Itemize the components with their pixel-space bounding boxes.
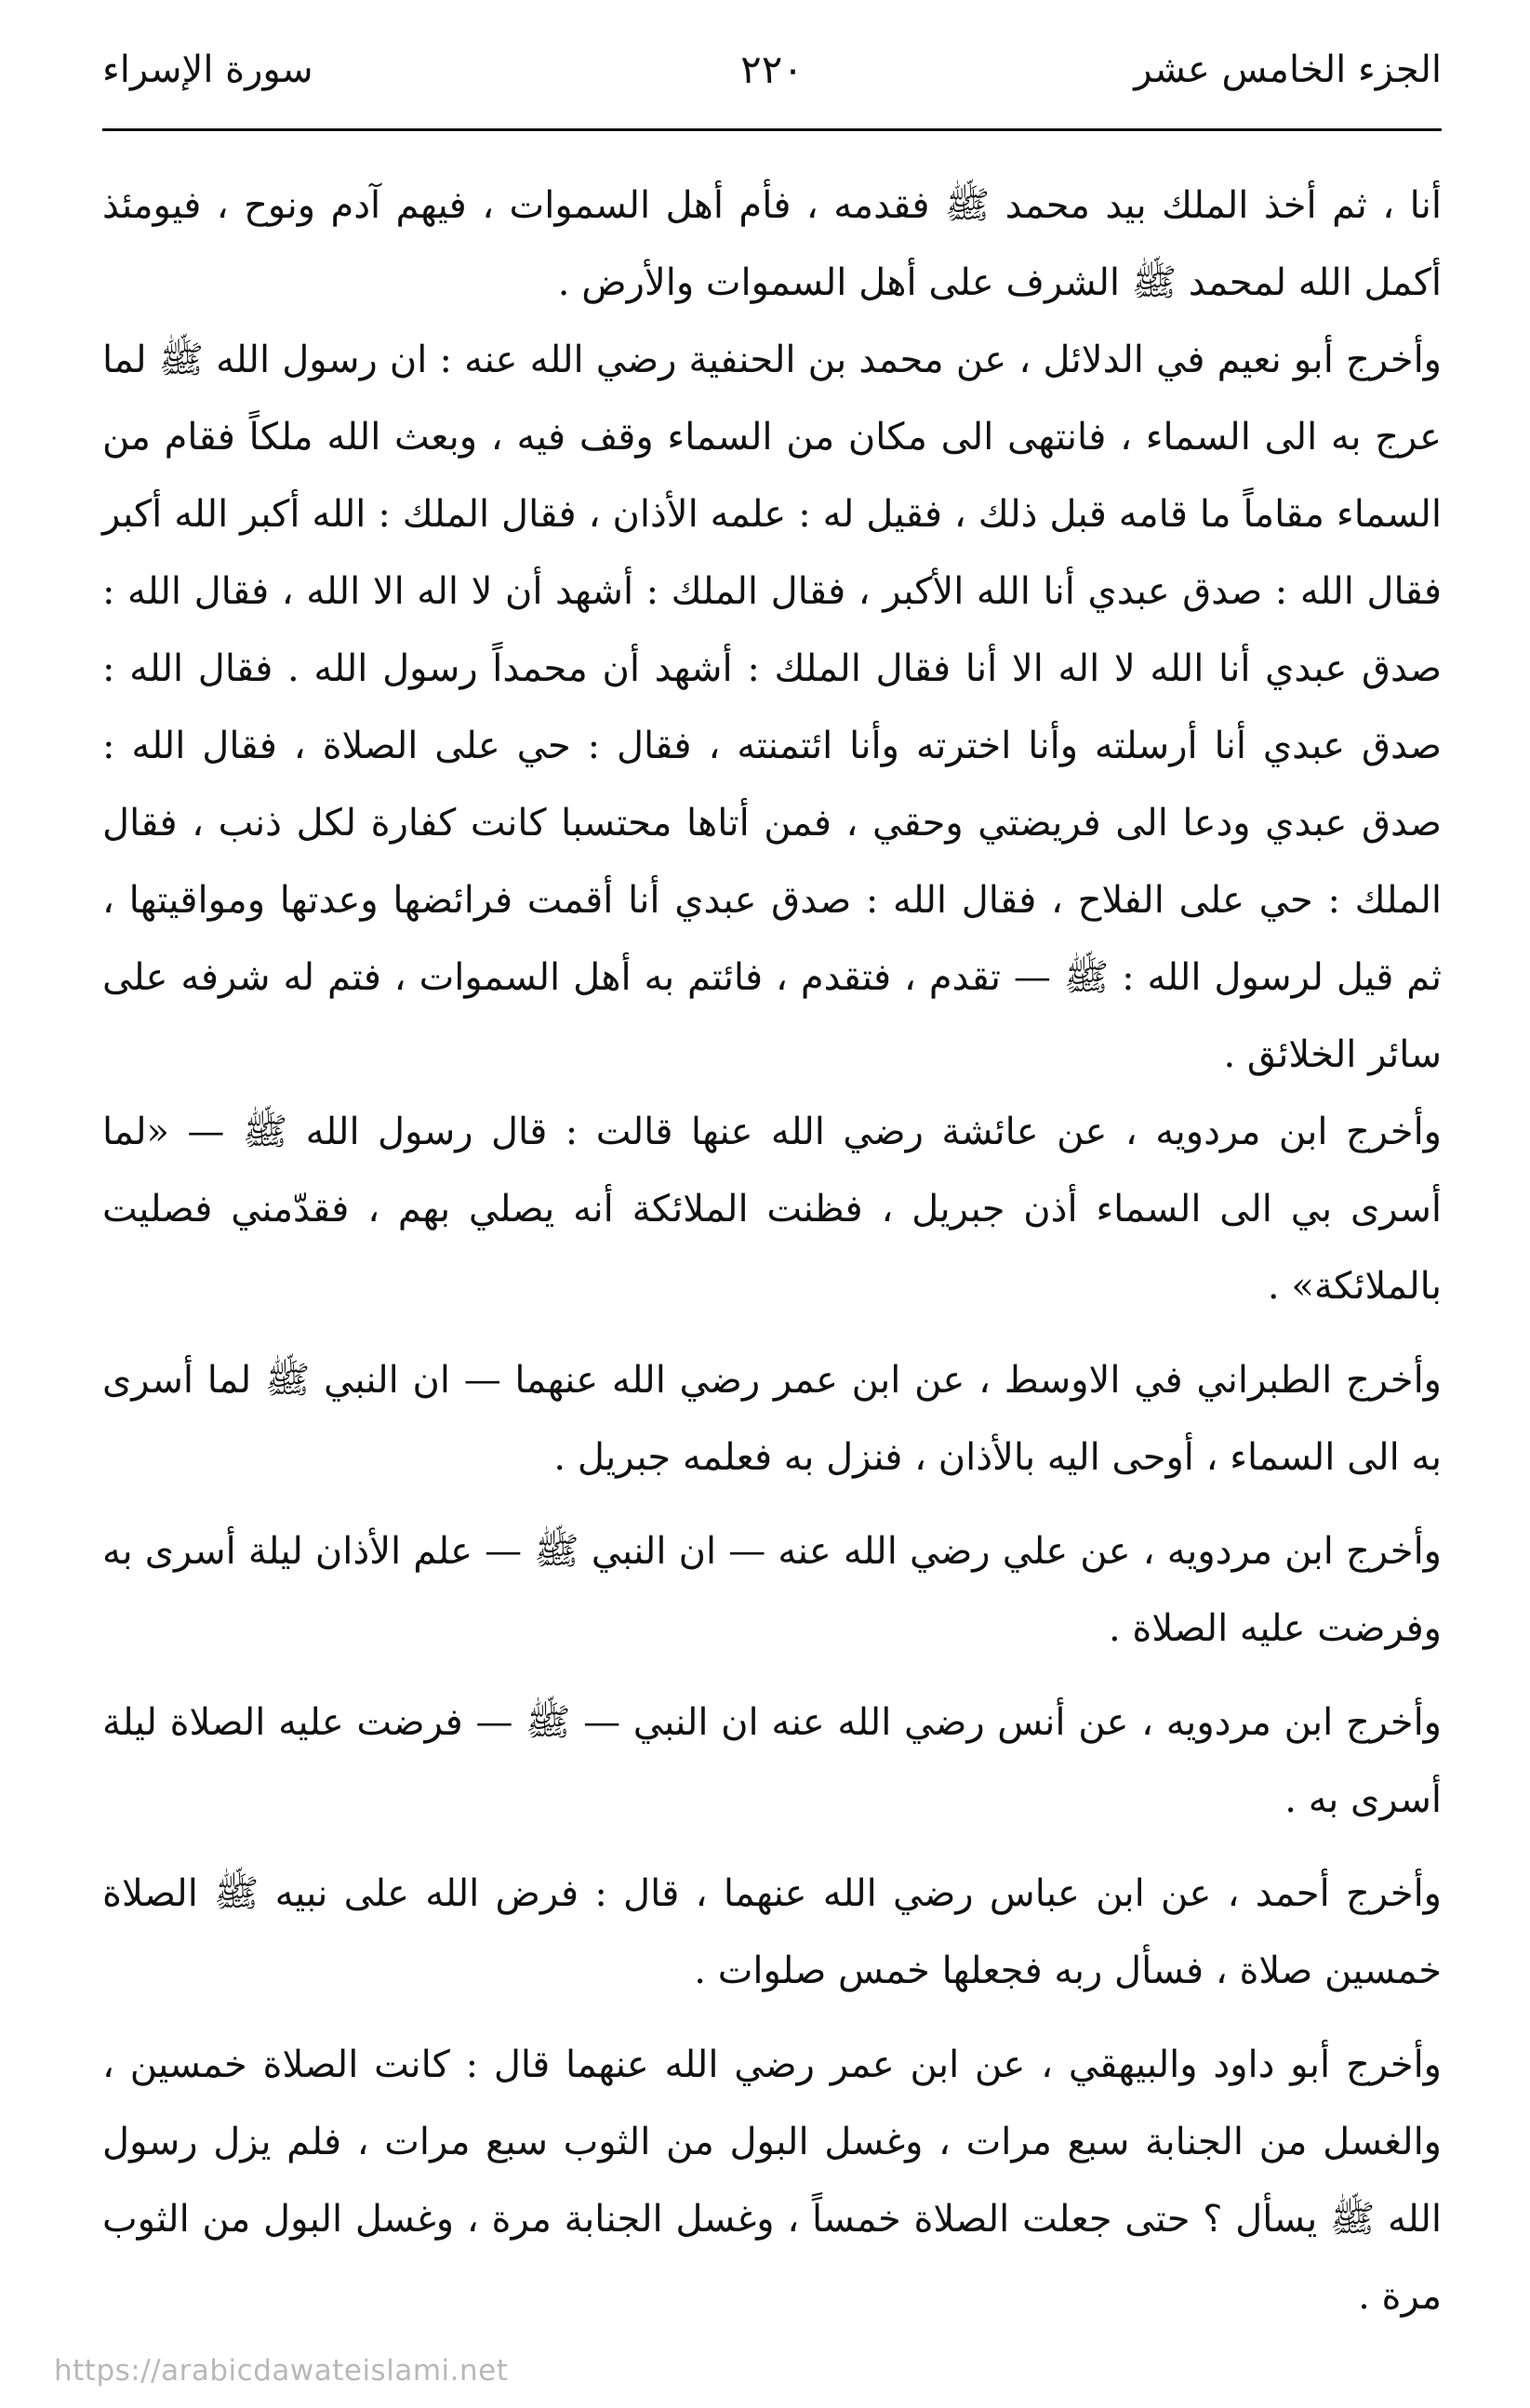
paragraph-2: وأخرج أبو نعيم في الدلائل ، عن محمد بن الحنفية رضي الله عنه : ان رسول الله ﷺ لما عرج به الى السماء ، فانتهى الى مكان من السماء وقف فيه ، وبعث الله ملكاً فقام من السماء مقاماً ما قامه قبل ذلك ، فقيل له : علمه الأذان ، فقال الملك : الله أكبر الله أكبر فقال الله : صدق عبدي أنا الله الأكبر ، فقال الملك : أشهد أن لا اله الا الله ، فقال الله : صدق عبدي أنا الله لا اله الا أنا فقال الملك : أشهد أن محمداً رسول الله . فقال الله : صدق عبدي أنا أرسلته وأنا اخترته وأنا ائتمنته ، فقال : حي على الصلاة ، فقال الله : صدق عبدي ودعا الى فريضتي وحقي ، فمن أتاها محتسبا كانت كفارة لكل ذنب ، فقال الملك : حي على الفلاح ، فقال الله : صدق عبدي أنا أقمت فرائضها وعدتها ومواقيتها ، ثم قيل لرسول الله : ﷺ — تقدم ، فتقدم ، فائتم به أهل السموات ، فتم له شرفه على سائر الخلائق . (102, 339, 1443, 1076)
paragraph-7: وأخرج أحمد ، عن ابن عباس رضي الله عنهما ، قال : فرض الله على نبيه ﷺ الصلاة خمسين صلاة ، فسأل ربه فجعلها خمس صلوات . (102, 1872, 1442, 1992)
paragraph-3: وأخرج ابن مردويه ، عن عائشة رضي الله عنها قالت : قال رسول الله ﷺ — «لما أسرى بي الى السماء أذن جبريل ، فظنت الملائكة أنه يصلي بهم ، فقدّمني فصليت بالملائكة» . (102, 1111, 1442, 1308)
watermark-url: https://arabicdawateislami.net (54, 2354, 509, 2388)
header-rule (102, 128, 1442, 131)
page-body (102, 167, 1442, 2335)
paragraph-6: وأخرج ابن مردويه ، عن أنس رضي الله عنه ان النبي — ﷺ — فرضت عليه الصلاة ليلة أسرى به . (102, 1701, 1442, 1821)
part-title: الجزء الخامس عشر (1134, 48, 1442, 91)
surah-title: سورة الإسراء (102, 48, 313, 91)
book-page (102, 37, 1442, 2335)
paragraph-8: وأخرج أبو داود والبيهقي ، عن ابن عمر رضي الله عنهما قال : كانت الصلاة خمسين ، والغسل من الجنابة سبع مرات ، وغسل البول من الثوب سبع مرات ، فلم يزل رسول الله ﷺ يسأل ؟ حتى جعلت الصلاة خمساً ، وغسل الجنابة مرة ، وغسل البول من الثوب مرة . (102, 2043, 1442, 2318)
paragraph-1: أنا ، ثم أخذ الملك بيد محمد ﷺ فقدمه ، فأم أهل السموات ، فيهم آدم ونوح ، فيومئذ أكمل الله لمحمد ﷺ الشرف على أهل السموات والأرض . (102, 184, 1443, 304)
page-number: ٢٢٠ (740, 47, 804, 92)
page-header (102, 37, 1442, 102)
paragraph-5: وأخرج ابن مردويه ، عن علي رضي الله عنه — ان النبي ﷺ — علم الأذان ليلة أسرى به وفرضت عليه الصلاة . (102, 1530, 1442, 1650)
paragraph-4: وأخرج الطبراني في الاوسط ، عن ابن عمر رضي الله عنهما — ان النبي ﷺ لما أسرى به الى السماء ، أوحى اليه بالأذان ، فنزل به فعلمه جبريل . (102, 1359, 1442, 1479)
